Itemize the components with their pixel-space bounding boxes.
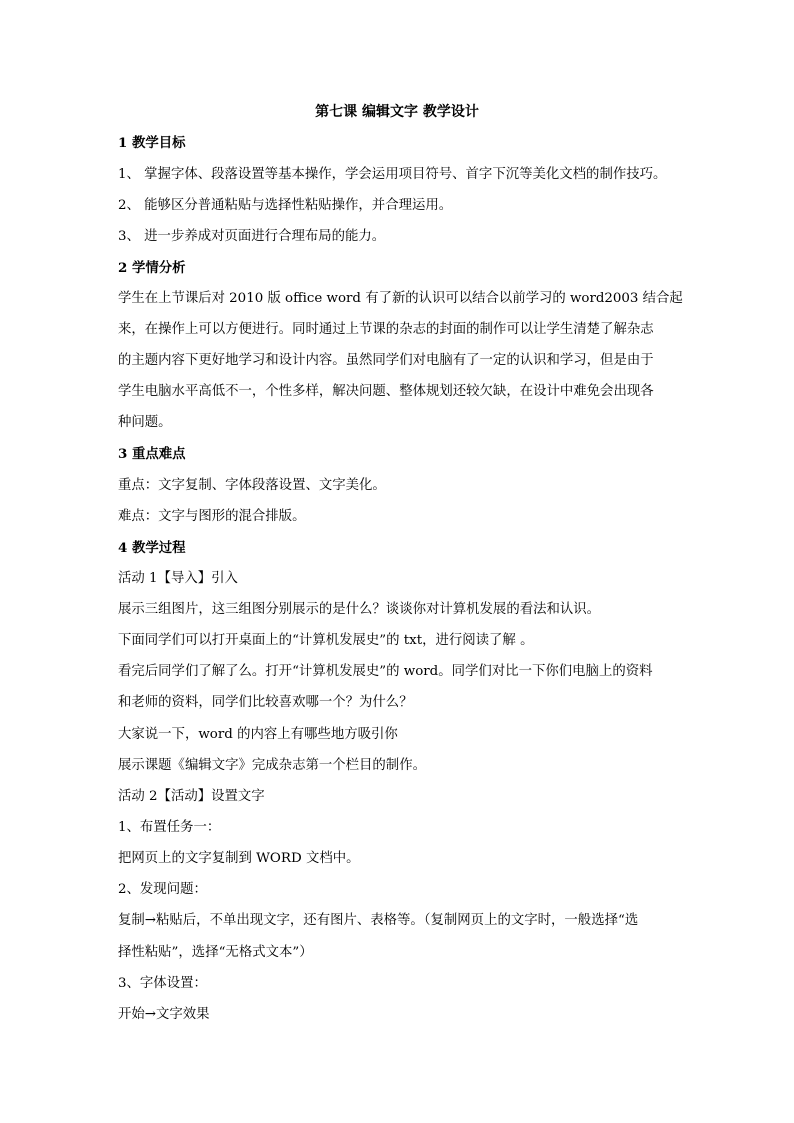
paragraph-line: 复制→粘贴后，不单出现文字，还有图片、表格等。（复制网页上的文字时，一般选择“选	[118, 913, 639, 928]
paragraph-line: 和老师的资料，同学们比较喜欢哪一个？为什么？	[118, 695, 413, 710]
paragraph-line: 学生电脑水平高低不一，个性多样，解决问题、整体规划还较欠缺，在设计中难免会出现各	[118, 384, 654, 399]
section-heading: 3 重点难点	[118, 446, 186, 462]
paragraph-line: 重点：文字复制、字体段落设置、文字美化。	[118, 478, 386, 493]
paragraph-line: 择性粘贴”，选择“无格式文本”）	[118, 945, 313, 960]
paragraph-line: 2、发现问题：	[118, 882, 207, 897]
paragraph-line: 1、布置任务一：	[118, 820, 221, 835]
paragraph-line: 活动 1【导入】引入	[118, 571, 238, 586]
document-title: 第七课 编辑文字 教学设计	[315, 104, 479, 120]
section-heading: 1 教学目标	[118, 135, 186, 151]
paragraph-line: 看完后同学们了解了么。打开“计算机发展史”的 word。同学们对比一下你们电脑上的资料	[118, 664, 653, 679]
paragraph-line: 种问题。	[118, 415, 172, 430]
section-heading: 2 学情分析	[118, 260, 186, 276]
paragraph-line: 3、 进一步养成对页面进行合理布局的能力。	[118, 229, 386, 244]
paragraph-line: 2、 能够区分普通粘贴与选择性粘贴操作，并合理运用。	[118, 198, 453, 213]
paragraph-line: 下面同学们可以打开桌面上的“计算机发展史”的 txt，进行阅读了解 。	[118, 633, 534, 648]
paragraph-line: 3、字体设置：	[118, 976, 207, 991]
paragraph-line: 开始→文字效果	[118, 1007, 210, 1022]
section-heading: 4 教学过程	[118, 540, 186, 556]
paragraph-line: 展示课题《编辑文字》完成杂志第一个栏目的制作。	[118, 758, 426, 773]
paragraph-line: 大家说一下，word 的内容上有哪些地方吸引你	[118, 727, 398, 742]
paragraph-line: 把网页上的文字复制到 WORD 文档中。	[118, 851, 360, 866]
paragraph-line: 展示三组图片，这三组图分别展示的是什么？谈谈你对计算机发展的看法和认识。	[118, 602, 601, 617]
paragraph-line: 活动 2【活动】设置文字	[118, 789, 265, 804]
paragraph-line: 来，在操作上可以方便进行。同时通过上节课的杂志的封面的制作可以让学生清楚了解杂志	[118, 322, 654, 337]
paragraph-line: 难点：文字与图形的混合排版。	[118, 509, 306, 524]
paragraph-line: 学生在上节课后对 2010 版 office word 有了新的认识可以结合以前学习的 word2003 结合起	[118, 291, 683, 306]
paragraph-line: 的主题内容下更好地学习和设计内容。虽然同学们对电脑有了一定的认识和学习，但是由于	[118, 353, 654, 368]
paragraph-line: 1、 掌握字体、段落设置等基本操作，学会运用项目符号、首字下沉等美化文档的制作技巧。	[118, 167, 667, 182]
